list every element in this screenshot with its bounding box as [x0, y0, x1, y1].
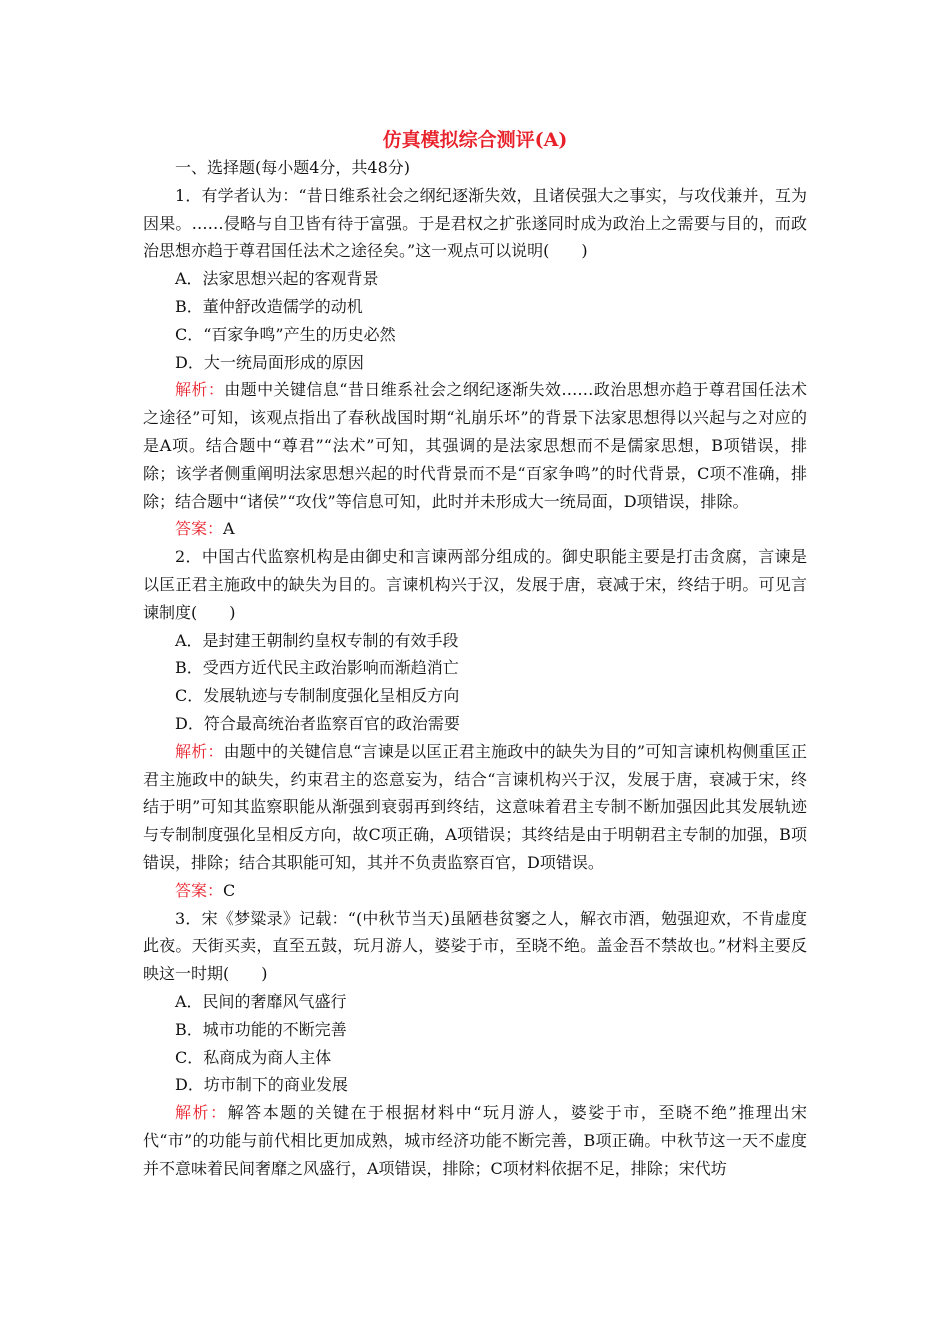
analysis [143, 376, 807, 515]
analysis-text: 由题中的关键信息“言谏是以匡正君主施政中的缺失为目的”可知言谏机构侧重匡正君主施政中的缺失，约束君主的恣意妄为，结合“言谏机构兴于汉，发展于唐，衰减于宋，终结于明”可知其监察职能从渐强到衰弱再到终结，这意味着君主专制不断加强因此其发展轨迹与专制制度强化呈相反方向，故C项正确，A项错误；其终结是由于明朝君主专制的加强，B项错误，排除；结合其职能可知，其并不负责监察百官，D项错误。 [143, 741, 807, 872]
section-heading: 一、选择题(每小题4分，共48分) [175, 158, 411, 177]
analysis-label: 解析： [175, 741, 224, 761]
option-a: A．法家思想兴起的客观背景 [175, 269, 379, 289]
option-b: B．受西方近代民主政治影响而渐趋消亡 [175, 658, 459, 678]
document-title: 仿真模拟综合测评(A) [382, 129, 568, 151]
answer-value: A [223, 519, 235, 539]
question-3 [143, 905, 807, 1183]
option-d: D．符合最高统治者监察百官的政治需要 [175, 713, 460, 733]
option-c: C．“百家争鸣”产生的历史必然 [175, 324, 396, 344]
answer-label: 答案： [175, 519, 224, 539]
option-a: A．民间的奢靡风气盛行 [175, 991, 347, 1011]
question-stem: 3．宋《梦粱录》记载：“(中秋节当天)虽陋巷贫窭之人，解衣市酒，勉强迎欢，不肯虚度此夜。天街买卖，直至五鼓，玩月游人，婆娑于市，至晓不绝。盖金吾不禁故也。”材料主要反映这一时期( ) [143, 908, 807, 984]
document-page [143, 128, 807, 1182]
analysis [143, 1099, 807, 1182]
option-d: D．坊市制下的商业发展 [175, 1075, 348, 1095]
question-1 [143, 182, 807, 543]
question-stem: 2．中国古代监察机构是由御史和言谏两部分组成的。御史职能主要是打击贪腐，言谏是以匡正君主施政中的缺失为目的。言谏机构兴于汉，发展于唐，衰减于宋，终结于明。可见言谏制度( ) [143, 547, 807, 622]
answer-value: C [223, 880, 236, 900]
question-stem: 1．有学者认为：“昔日维系社会之纲纪逐渐失效，且诸侯强大之事实，与攻伐兼并，互为因果。……侵略与自卫皆有待于富强。于是君权之扩张遂同时成为政治上之需要与目的，而政治思想亦趋于尊君国任法术之途径矣。”这一观点可以说明( ) [143, 185, 807, 261]
option-d: D．大一统局面形成的原因 [175, 352, 364, 372]
answer [143, 515, 807, 543]
analysis-label: 解析： [175, 380, 225, 400]
option-c: C．发展轨迹与专制制度强化呈相反方向 [175, 686, 460, 706]
option-b: B．城市功能的不断完善 [175, 1019, 347, 1039]
answer-label: 答案： [175, 880, 224, 900]
analysis-text: 解答本题的关键在于根据材料中“玩月游人，婆娑于市，至晓不绝”推理出宋代“市”的功能与前代相比更加成熟，城市经济功能不断完善，B项正确。中秋节这一天不虚度并不意味着民间奢靡之风盛行，A项错误，排除；C项材料依据不足，排除；宋代坊 [143, 1103, 807, 1178]
option-a: A．是封建王朝制约皇权专制的有效手段 [175, 630, 459, 650]
analysis-label: 解析： [175, 1103, 228, 1123]
answer [143, 877, 807, 905]
question-2 [143, 543, 807, 904]
option-b: B．董仲舒改造儒学的动机 [175, 296, 363, 316]
option-c: C．私商成为商人主体 [175, 1047, 332, 1067]
analysis-text: 由题中关键信息“昔日维系社会之纲纪逐渐失效……政治思想亦趋于尊君国任法术之途径”可知，该观点指出了春秋战国时期“礼崩乐坏”的背景下法家思想得以兴起与之对应的是A项。结合题中“尊君”“法术”可知，其强调的是法家思想而不是儒家思想，B项错误，排除；该学者侧重阐明法家思想兴起的时代背景而不是“百家争鸣”的时代背景，C项不准确，排除；结合题中“诸侯”“攻伐”等信息可知，此时并未形成大一统局面，D项错误，排除。 [143, 380, 807, 511]
analysis [143, 738, 807, 877]
